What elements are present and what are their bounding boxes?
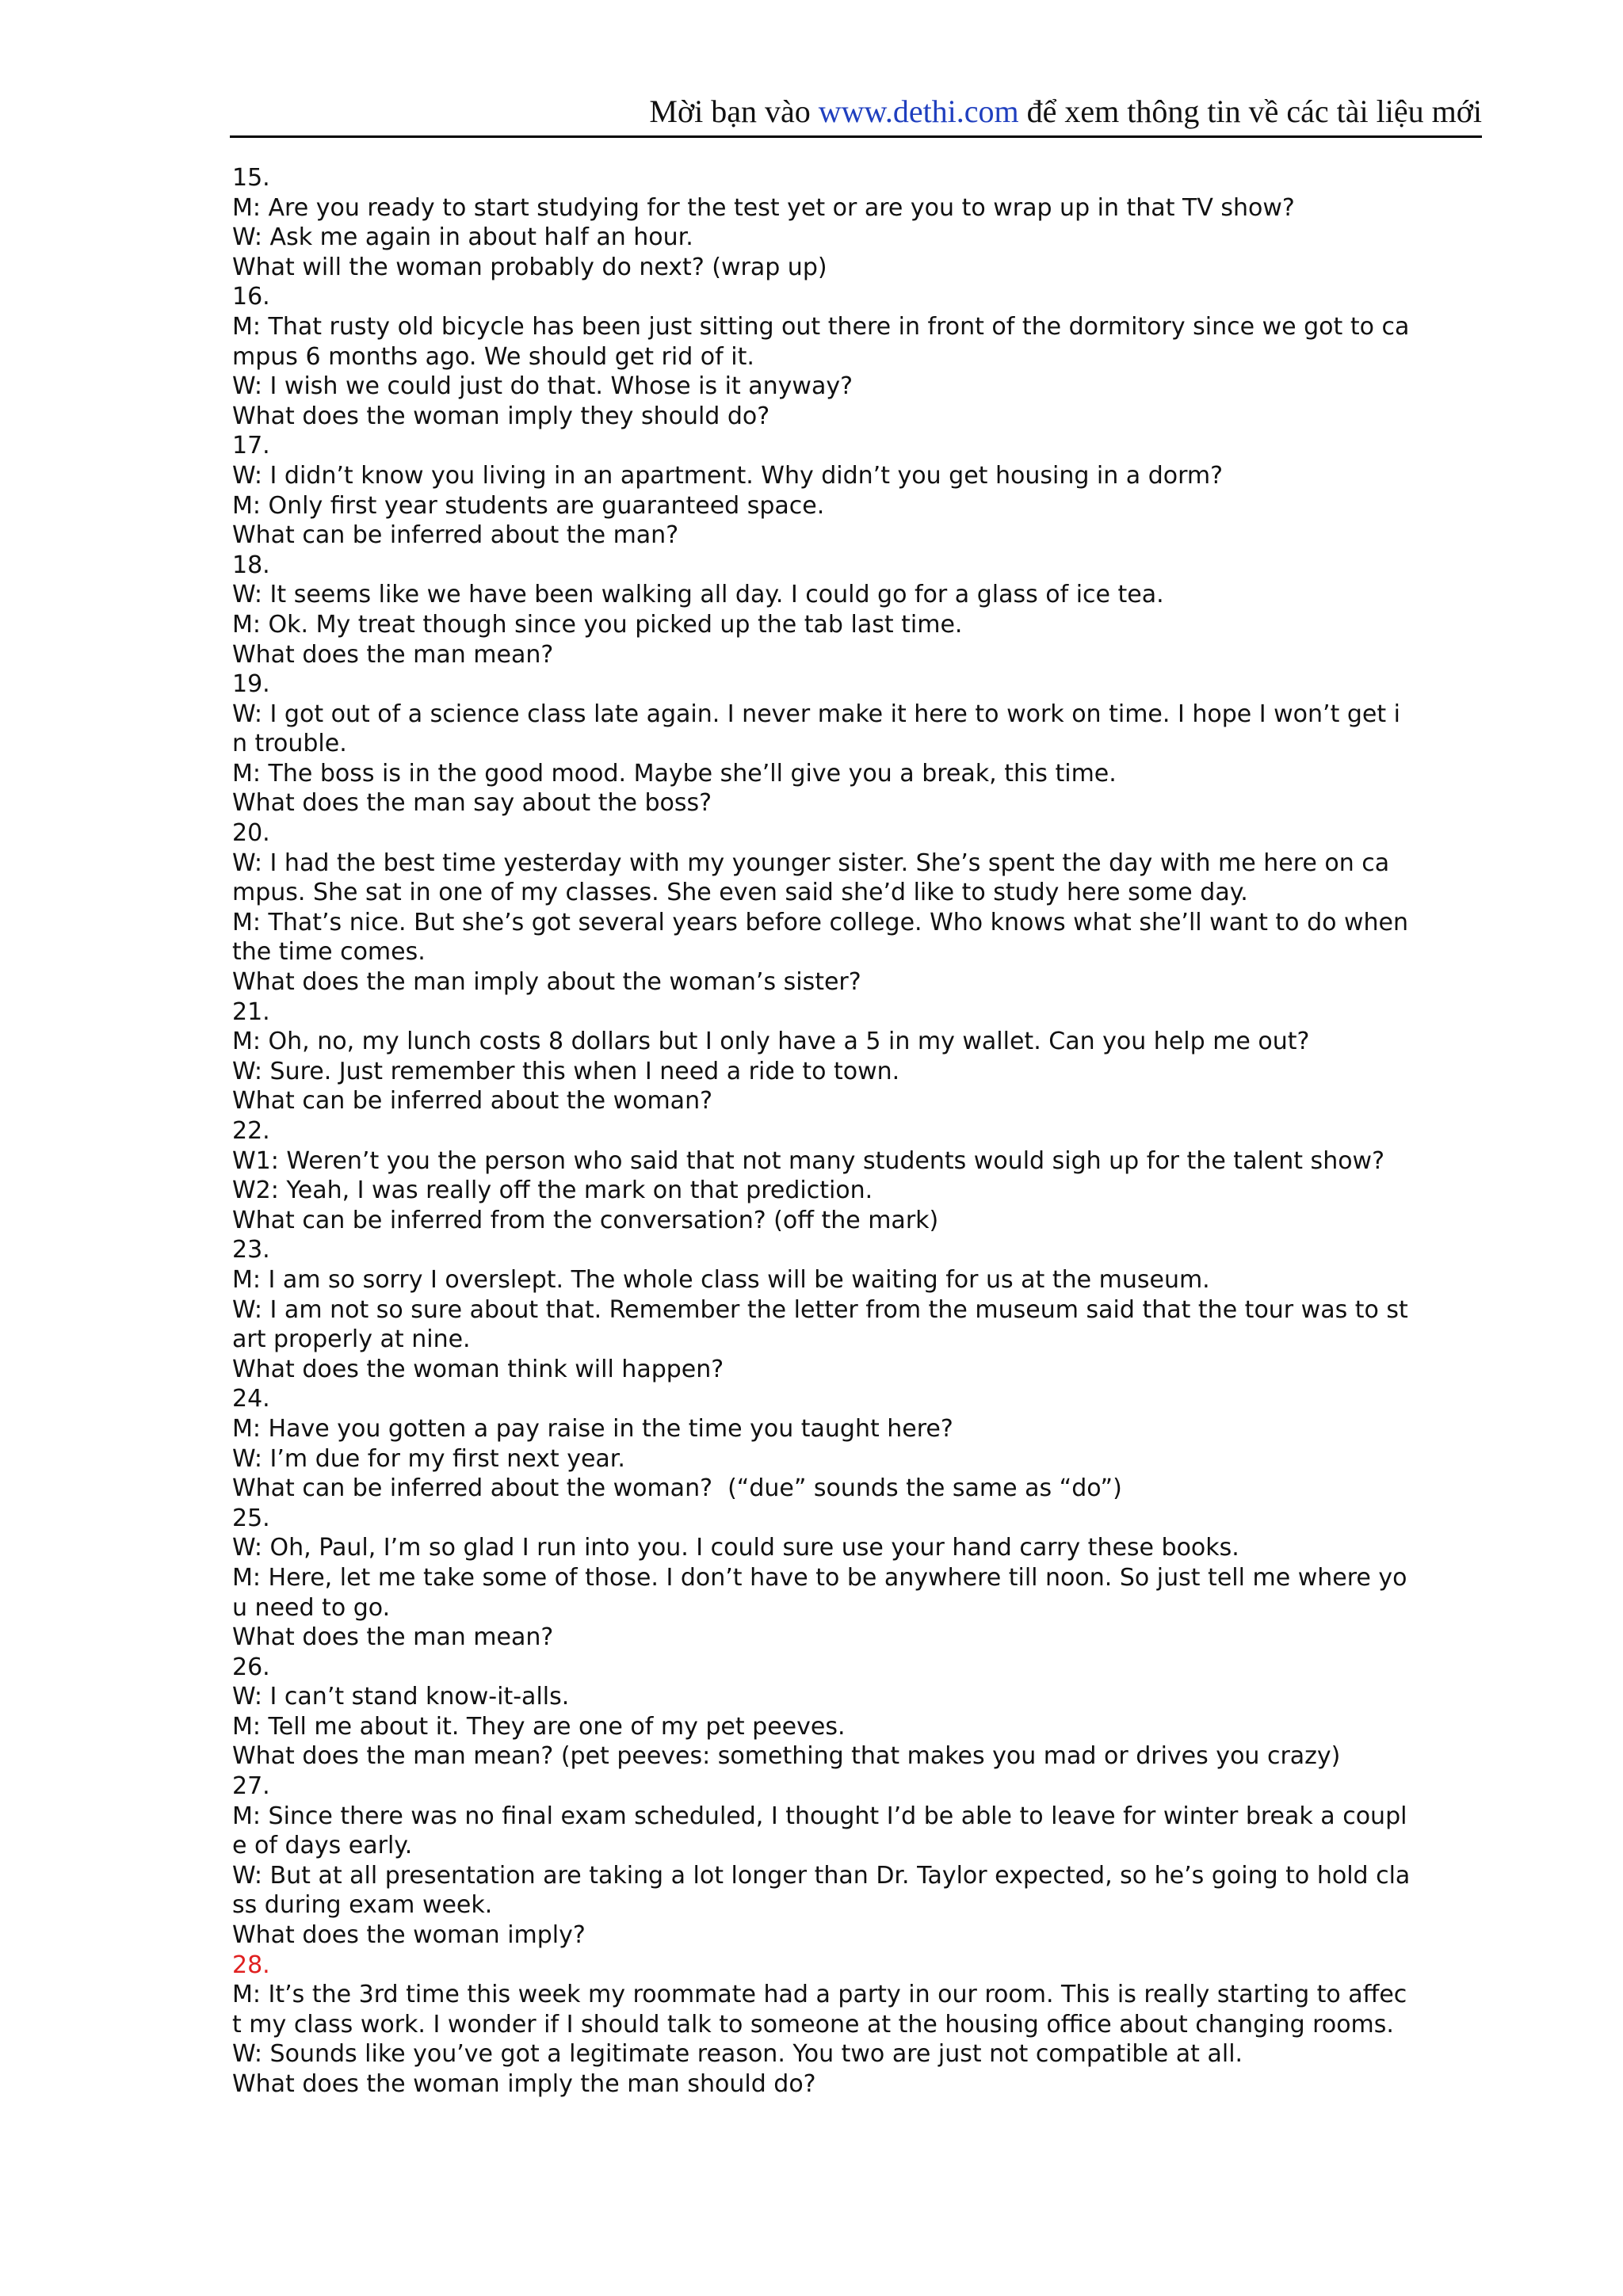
text-line: What can be inferred about the man? [232, 521, 679, 550]
text-line: M: That rusty old bicycle has been just sitting out there in front of the dormitory since we got to ca [232, 312, 1410, 341]
header-suffix: để xem thông tin về các tài liệu mới [1018, 93, 1482, 129]
text-line: M: I am so sorry I overslept. The whole class will be waiting for us at the museum. [232, 1265, 1210, 1294]
text-line: W2: Yeah, I was really off the mark on that prediction. [232, 1177, 873, 1205]
text-line: W: Ask me again in about half an hour. [232, 223, 693, 252]
text-line: 19. [232, 670, 270, 699]
text-line: M: Are you ready to start studying for the test yet or are you to wrap up in that TV show? [232, 193, 1295, 222]
text-line: What does the woman think will happen? [232, 1355, 724, 1383]
text-line: What can be inferred about the woman? [232, 1087, 713, 1116]
text-line: 21. [232, 997, 270, 1026]
text-line: 25. [232, 1504, 270, 1532]
text-line: W: I got out of a science class late again. I never make it here to work on time. I hope I won’t get i [232, 700, 1400, 728]
text-line: 15. [232, 164, 270, 192]
text-line: What does the woman imply the man should do? [232, 2070, 816, 2098]
text-line: What does the man mean? [232, 1623, 554, 1652]
text-line: 22. [232, 1117, 270, 1145]
text-line: W: I didn’t know you living in an apartment. Why didn’t you get housing in a dorm? [232, 461, 1224, 490]
text-line: What does the woman imply? [232, 1921, 586, 1950]
text-line: What does the man say about the boss? [232, 789, 712, 818]
text-line: M: Only first year students are guaranteed space. [232, 491, 825, 520]
text-line: W: I wish we could just do that. Whose is it anyway? [232, 372, 854, 401]
text-line: 27. [232, 1772, 270, 1801]
text-line: M: That’s nice. But she’s got several years before college. Who knows what she’ll want to do when [232, 908, 1409, 936]
text-line: What does the man mean? [232, 640, 554, 669]
text-line: ss during exam week. [232, 1891, 493, 1920]
page-header [230, 93, 1482, 138]
text-line: What can be inferred about the woman? (“due” sounds the same as “do”) [232, 1474, 1122, 1503]
text-line: 23. [232, 1236, 270, 1264]
text-line: What can be inferred from the conversation? (off the mark) [232, 1206, 939, 1234]
text-line: t my class work. I wonder if I should talk to someone at the housing office about changing rooms. [232, 2010, 1394, 2039]
text-line: W: But at all presentation are taking a lot longer than Dr. Taylor expected, so he’s going to hold cla [232, 1861, 1411, 1890]
text-line: M: The boss is in the good mood. Maybe she’ll give you a break, this time. [232, 759, 1117, 788]
text-line: W: Oh, Paul, I’m so glad I run into you. I could sure use your hand carry these books. [232, 1534, 1239, 1562]
text-line: n trouble. [232, 730, 347, 758]
text-line: What does the woman imply they should do? [232, 402, 770, 430]
text-line: M: Oh, no, my lunch costs 8 dollars but I only have a 5 in my wallet. Can you help me out? [232, 1028, 1310, 1056]
text-line: M: Have you gotten a pay raise in the time you taught here? [232, 1414, 953, 1443]
text-line: M: Here, let me take some of those. I don’t have to be anywhere till noon. So just tell me where yo [232, 1563, 1407, 1592]
text-line: mpus 6 months ago. We should get rid of it. [232, 342, 754, 371]
text-line: 17. [232, 432, 270, 460]
text-line: W: Sure. Just remember this when I need a ride to town. [232, 1057, 900, 1085]
text-line: W: I had the best time yesterday with my younger sister. She’s spent the day with me here on ca [232, 849, 1390, 877]
text-line: W: It seems like we have been walking all day. I could go for a glass of ice tea. [232, 581, 1164, 609]
text-line: M: Since there was no final exam scheduled, I thought I’d be able to leave for winter break a coupl [232, 1802, 1407, 1830]
text-line: W: I can’t stand know-it-alls. [232, 1683, 570, 1711]
text-line: W: I’m due for my first next year. [232, 1444, 625, 1473]
text-line: What does the man mean? (pet peeves: something that makes you mad or drives you crazy) [232, 1742, 1341, 1771]
text-line: mpus. She sat in one of my classes. She even said she’d like to study here some day. [232, 879, 1248, 907]
text-line: 26. [232, 1653, 270, 1681]
text-line: W1: Weren’t you the person who said that not many students would sigh up for the talent show? [232, 1146, 1385, 1175]
document-body [232, 163, 1476, 2100]
text-line: M: Ok. My treat though since you picked up the tab last time. [232, 610, 963, 639]
text-line: W: I am not so sure about that. Remember the letter from the museum said that the tour was to st [232, 1295, 1408, 1324]
text-line: art properly at nine. [232, 1325, 471, 1354]
text-line: W: Sounds like you’ve got a legitimate reason. You two are just not compatible at all. [232, 2040, 1243, 2069]
header-prefix: Mời bạn vào [649, 93, 819, 129]
text-line: the time comes. [232, 938, 426, 967]
text-line: M: Tell me about it. They are one of my pet peeves. [232, 1712, 846, 1741]
text-line: 24. [232, 1385, 270, 1413]
header-link[interactable]: www.dethi.com [818, 93, 1019, 129]
text-line: u need to go. [232, 1593, 391, 1622]
text-line: What will the woman probably do next? (wrap up) [232, 253, 827, 281]
text-line: 16. [232, 283, 270, 311]
text-line: M: It’s the 3rd time this week my roommate had a party in our room. This is really starting to affec [232, 1981, 1407, 2009]
text-line: 20. [232, 819, 270, 848]
question-number-highlighted: 28. [232, 1951, 270, 1979]
text-line: e of days early. [232, 1832, 413, 1860]
text-line: 18. [232, 551, 270, 579]
text-line: What does the man imply about the woman’s sister? [232, 968, 861, 997]
